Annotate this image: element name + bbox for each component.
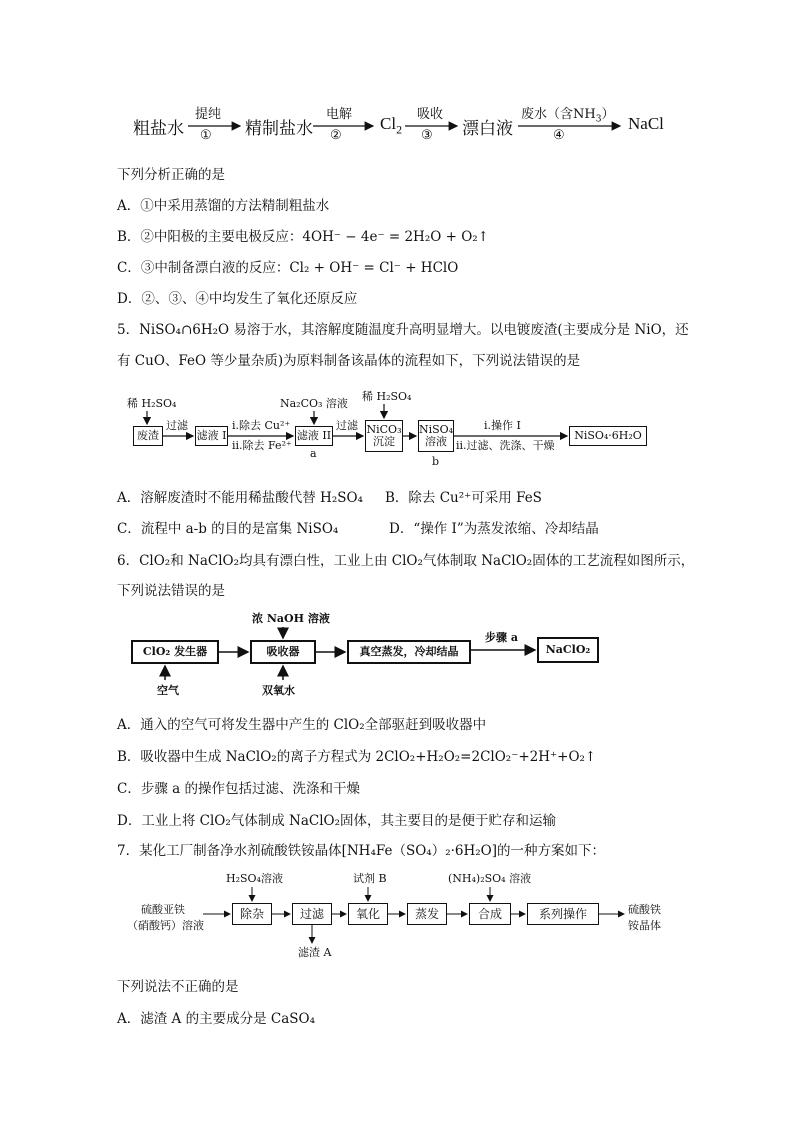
arrow1-top-label: 提纯 xyxy=(195,107,222,122)
q5-option-b: B．除去 Cu²⁺可采用 FeS xyxy=(385,490,542,506)
q5-op1: i.操作 I xyxy=(484,419,521,432)
q6-step-a-label: 步骤 a xyxy=(485,631,518,644)
q6-air-input: 空气 xyxy=(157,684,179,697)
flow-node-crude-brine: 粗盐水 xyxy=(133,119,184,138)
q5-arrow3-label: 过滤 xyxy=(336,419,358,432)
q5-na2co3: Na₂CO₃ 溶液 xyxy=(280,397,348,410)
q5-label-a: a xyxy=(310,447,317,460)
q5-box-residue: 废渣 xyxy=(133,426,163,446)
q7-box-series: 系列操作 xyxy=(527,903,599,925)
q6-option-b: B．吸收器中生成 NaClO₂的离子方程式为 2ClO₂+H₂O₂=2ClO₂⁻+2H⁺+O₂↑ xyxy=(117,749,597,765)
q7-nh4-solution: (NH₄)₂SO₄ 溶液 xyxy=(448,872,532,885)
q5-box-product: NiSO₄·6H₂O xyxy=(569,426,647,446)
arrow2-top-label: 电解 xyxy=(326,107,353,122)
q7-output-line2: 铵晶体 xyxy=(628,919,661,932)
q7-input-line2: （硝酸钙）溶液 xyxy=(127,919,204,932)
flow-node-refined-brine: 精制盐水 xyxy=(245,119,313,138)
q6-h2o2-input: 双氧水 xyxy=(262,684,295,697)
flow-node-chlorine: $Cl_2$ xyxy=(380,114,403,137)
q6-stem-line2: 下列说法错误的是 xyxy=(117,583,225,599)
q5-label-b: b xyxy=(432,455,440,468)
q5-acid-input: 稀 H₂SO₄ xyxy=(127,397,177,410)
q7-box-oxidize: 氧化 xyxy=(348,903,388,925)
q7-box-synthesis: 合成 xyxy=(469,903,511,925)
q5-stem-line1: 5．NiSO₄∩6H₂O 易溶于水，其溶解度随温度升高明显增大。以电镀废渣(主要成分是 NiO，还 xyxy=(117,322,689,338)
q6-option-c: C．步骤 a 的操作包括过滤、洗涤和干燥 xyxy=(117,781,360,797)
q5-step-ii: ii.除去 Fe²⁺ xyxy=(232,439,292,452)
q5-box-nico3: NiCO₃ 沉淀 xyxy=(365,420,403,452)
arrow4-top-label: 废水（含$NH_3$） xyxy=(521,107,615,125)
q5-box-niso4: NiSO₄ 溶液 xyxy=(418,420,454,452)
q7-stem: 7．某化工厂制备净水剂硫酸铁铵晶体[NH₄Fe（SO₄）₂·6H₂O]的一种方案如下： xyxy=(117,843,606,859)
q6-option-d: D．工业上将 ClO₂气体制成 NaClO₂固体，其主要目的是便于贮存和运输 xyxy=(117,813,557,829)
q5-acid-input2: 稀 H₂SO₄ xyxy=(362,390,412,403)
q5-stem-line2: 有 CuO、FeO 等少量杂质)为原料制备该晶体的流程如下，下列说法错误的是 xyxy=(117,353,581,369)
q7-after-stem: 下列说法不正确的是 xyxy=(117,979,239,995)
q4-option-d: D．②、③、④中均发生了氧化还原反应 xyxy=(117,291,358,307)
arrow3-bottom-label: ③ xyxy=(421,128,433,143)
arrow3-top-label: 吸收 xyxy=(417,107,444,122)
q6-option-a: A．通入的空气可将发生器中产生的 ClO₂全部驱赶到吸收器中 xyxy=(117,717,487,733)
q6-box-evaporation: 真空蒸发，冷却结晶 xyxy=(347,640,471,664)
q6-naoh-input: 浓 NaOH 溶液 xyxy=(252,612,330,625)
q5-step-i: i.除去 Cu²⁺ xyxy=(232,419,291,432)
q6-box-product: NaClO₂ xyxy=(537,637,599,663)
q5-op2: ii.过滤、洗涤、干燥 xyxy=(456,439,555,452)
q4-option-c: C．③中制备漂白液的反应：Cl₂ + OH⁻ = Cl⁻ + HClO xyxy=(117,260,459,276)
arrow1-bottom-label: ① xyxy=(200,128,212,143)
q7-reagent: 试剂 B xyxy=(353,872,387,885)
q5-option-a: A．溶解废渣时不能用稀盐酸代替 H₂SO₄ xyxy=(117,490,363,506)
q7-box-evaporate: 蒸发 xyxy=(407,903,447,925)
q7-residue: 滤渣 A xyxy=(298,946,332,959)
flow-node-nacl: NaCl xyxy=(628,114,664,133)
q5-box-filtrate1: 滤液 I xyxy=(195,426,228,446)
arrow2-bottom-label: ② xyxy=(330,128,342,143)
q6-box-generator: ClO₂ 发生器 xyxy=(131,640,219,664)
q5-arrow1-label: 过滤 xyxy=(166,419,188,432)
q5-box-filtrate2: 滤液 II xyxy=(295,426,333,446)
q7-input-line1: 硫酸亚铁 xyxy=(141,903,185,916)
q7-option-a: A．滤渣 A 的主要成分是 CaSO₄ xyxy=(117,1011,315,1027)
q4-option-b: B．②中阳极的主要电极反应：4OH⁻ − 4e⁻ = 2H₂O + O₂↑ xyxy=(117,229,489,245)
q5-option-d: D．“操作 I”为蒸发浓缩、冷却结晶 xyxy=(389,521,599,537)
q7-output-line1: 硫酸铁 xyxy=(628,903,661,916)
q4-option-a: A．①中采用蒸馏的方法精制粗盐水 xyxy=(117,198,330,214)
q7-box-filter: 过滤 xyxy=(292,903,332,925)
q6-box-absorber: 吸收器 xyxy=(250,640,316,664)
q6-stem-line1: 6．ClO₂和 NaClO₂均具有漂白性，工业上由 ClO₂气体制取 NaClO₂固体的工艺流程如图所示， xyxy=(117,553,695,569)
q4-stem: 下列分析正确的是 xyxy=(117,167,225,183)
arrow4-bottom-label: ④ xyxy=(553,128,565,143)
flow-node-bleach: 漂白液 xyxy=(462,119,513,138)
q7-h2so4: H₂SO₄溶液 xyxy=(226,872,283,885)
q7-box-remove: 除杂 xyxy=(232,903,272,925)
q5-option-c: C．流程中 a-b 的目的是富集 NiSO₄ xyxy=(117,521,339,537)
